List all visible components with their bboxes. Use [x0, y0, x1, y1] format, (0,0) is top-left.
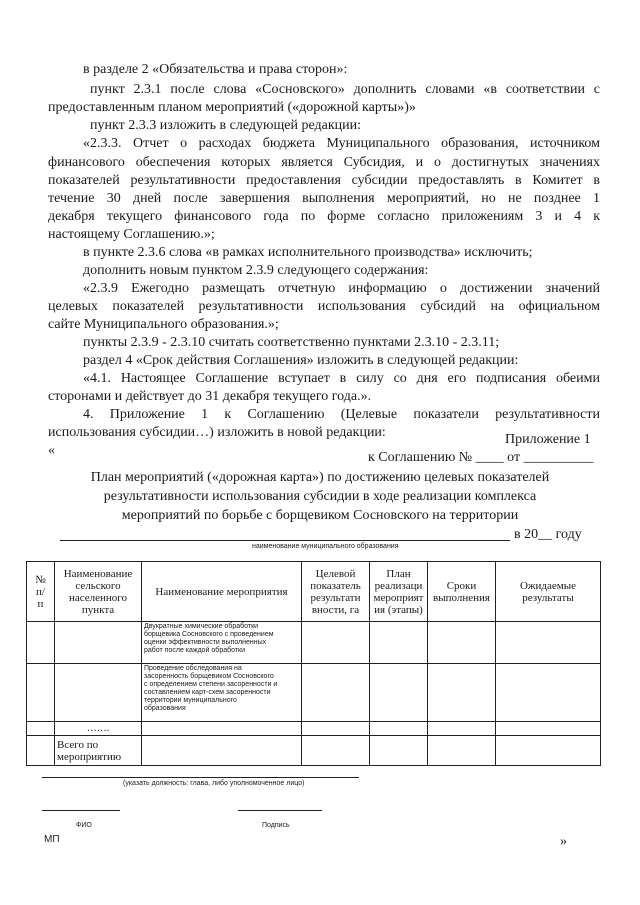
text-line: раздел 4 «Срок действия Соглашения» изложить в следующей редакции: [83, 353, 519, 368]
plan-title: План мероприятий («дорожная карта») по достижению целевых показателей [90, 470, 550, 485]
text-line: сайте Муниципального образования.»; [48, 317, 279, 332]
text-line: «2.3.3. Отчет о расходах бюджета Муниципального образования, источником [83, 136, 600, 151]
text-line: целевых показателей результативности использования субсидий на официальном [48, 299, 600, 314]
plan-title: результативности использования субсидии в ходе реализации комплекса [103, 489, 537, 504]
measure-cell: Проведение обследования на засоренность борщевиком Сосновского с определением степени засоренности и составлением карт-схем засоренности территории муниципального образования [142, 664, 302, 722]
header-settlement: Наименование сельского населенного пункта [55, 562, 142, 622]
agreement-reference: к Соглашению № ____ от __________ [368, 450, 594, 465]
municipality-underline [60, 540, 510, 541]
text-line: показателей результативности предоставления субсидии предоставлять в Комитет в [48, 173, 600, 188]
fio-underline [42, 810, 120, 811]
signature-caption: Подпись [262, 822, 290, 829]
text-line: сторонами и действует до 31 декабря текущего года.». [48, 389, 372, 404]
text-line: 4. Приложение 1 к Соглашению (Целевые показатели результативности [83, 407, 600, 422]
header-terms: Сроки выполнения [428, 562, 496, 622]
header-plan: План реализаци мероприят ия (этапы) [370, 562, 428, 622]
table-header-row [27, 562, 601, 622]
signature-underline [238, 810, 322, 811]
text-line: пункт 2.3.1 после слова «Сосновского» дополнить словами «в соответствии с [90, 82, 600, 97]
text-line: использования субсидии…) изложить в новой редакции: [48, 425, 386, 440]
text-line: финансового обеспечения которых является Субсидия, и о достигнутых значениях [48, 155, 600, 170]
text-line: в пункте 2.3.6 слова «в рамках исполнительного производства» исключить; [83, 245, 533, 260]
header-number: № п/ п [27, 562, 55, 622]
fio-caption: ФИО [76, 822, 92, 829]
municipality-caption: наименование муниципального образования [252, 543, 399, 550]
header-results: Ожидаемые результаты [496, 562, 601, 622]
open-quote: « [48, 443, 55, 458]
text-line: пункт 2.3.3 изложить в следующей редакции: [90, 118, 361, 133]
header-measure: Наименование мероприятия [142, 562, 302, 622]
table-row [27, 722, 601, 736]
close-quote: » [560, 834, 567, 849]
text-line: декабря текущего финансового года по форме согласно приложениям 3 и 4 к [48, 209, 600, 224]
position-underline [42, 777, 359, 778]
position-caption: (указать должность: глава, либо уполномоченное лицо) [123, 780, 305, 787]
year-suffix: в 20__ году [514, 527, 582, 542]
total-cell: Всего по мероприятию [55, 736, 142, 766]
text-line: настоящему Соглашению.»; [48, 227, 215, 242]
text-line: в разделе 2 «Обязательства и права сторон»: [83, 62, 348, 77]
text-line: «2.3.9 Ежегодно размещать отчетную информацию о достижении значений [83, 281, 600, 296]
table-row [27, 622, 601, 664]
plan-title: мероприятий по борьбе с борщевиком Сосновского на территории [121, 508, 519, 523]
text-line: пункты 2.3.9 - 2.3.10 считать соответственно пунктами 2.3.10 - 2.3.11; [83, 335, 500, 350]
text-line: предоставленным планом мероприятий («дорожной карты»)» [48, 100, 416, 115]
appendix-label: Приложение 1 [505, 432, 591, 447]
measure-cell: Двукратные химические обработки борщевика Сосновского с проведением оценки эффективности выполненных работ после каждой обработки [142, 622, 302, 664]
table-total-row [27, 736, 601, 766]
plan-table [26, 561, 601, 766]
header-target: Целевой показатель результати вности, га [302, 562, 370, 622]
stamp-label: МП [44, 834, 60, 845]
dots-cell: ……. [55, 722, 142, 736]
text-line: течение 30 дней после завершения выполнения мероприятий, но не позднее 1 [48, 191, 600, 206]
text-line: дополнить новым пунктом 2.3.9 следующего содержания: [83, 263, 429, 278]
text-line: «4.1. Настоящее Соглашение вступает в силу со дня его подписания обеими [83, 371, 600, 386]
table-row [27, 664, 601, 722]
